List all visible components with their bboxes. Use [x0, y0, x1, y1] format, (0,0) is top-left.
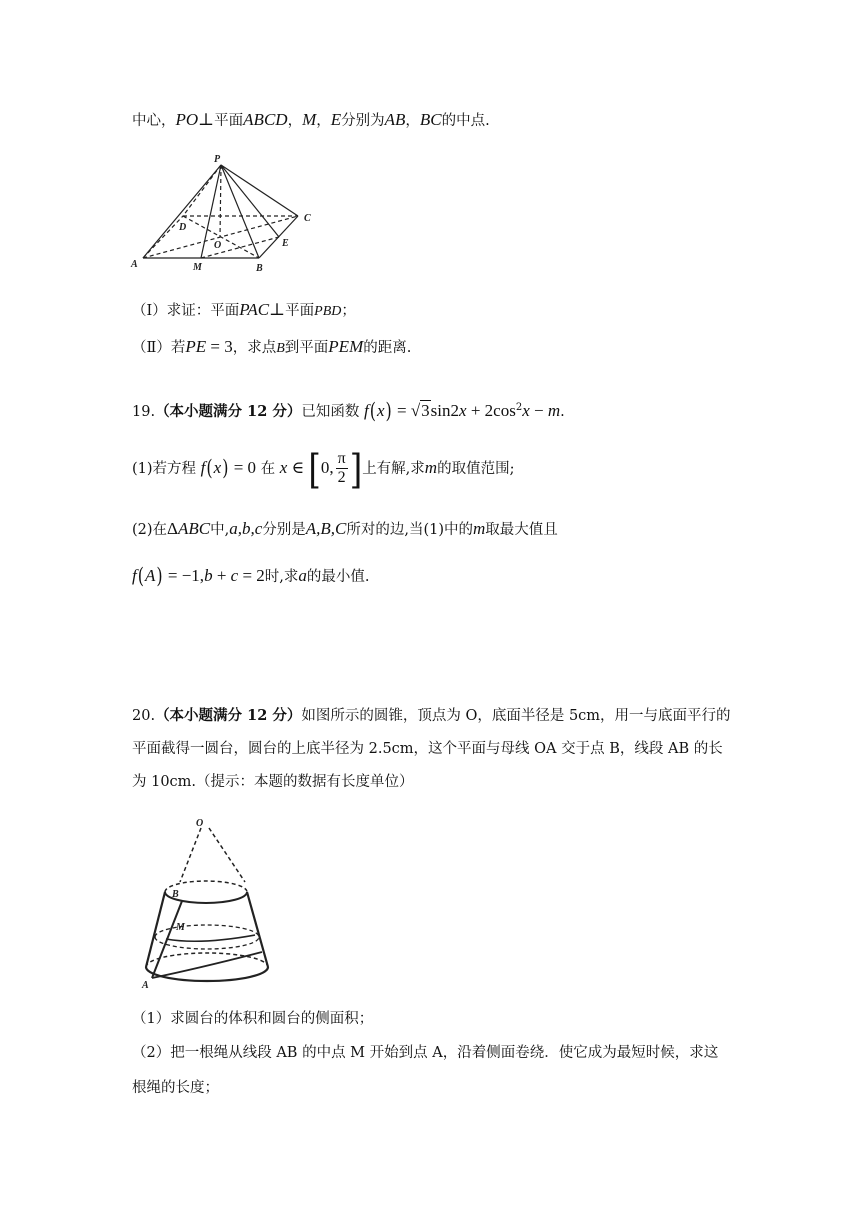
frustum-figure — [135, 812, 280, 992]
p19-header: 19.（本小题满分 12 分）已知函数 $f(x) = √3\sin 2x + 2\cos^2x - m$. — [132, 397, 565, 424]
label-b: B — [172, 889, 179, 900]
label-m: M — [193, 262, 202, 273]
p18-q2: （Ⅱ）若PE = 3，求点B到平面PEM的距离. — [132, 337, 412, 356]
p20-line3: 为 10cm.（提示：本题的数据有长度单位） — [132, 774, 414, 790]
p20-q1: （1）求圆台的体积和圆台的侧面积； — [132, 1011, 374, 1027]
label-m: M — [176, 922, 185, 933]
p18-q1: （Ⅰ）求证：平面PAC⊥平面PBD； — [132, 300, 356, 319]
label-d: D — [179, 222, 187, 233]
p20-q2-line2: 根绳的长度； — [132, 1080, 219, 1096]
label-a: A — [131, 259, 138, 270]
pyramid-figure — [125, 150, 325, 275]
p20-line2: 平面截得一圆台，圆台的上底半径为 2.5cm，这个平面与母线 OA 交于点 B，线段 AB 的长 — [132, 741, 723, 757]
label-o: O — [214, 240, 222, 251]
label-p: P — [214, 154, 221, 165]
p18-intro-line: 中心，PO⊥平面ABCD，M，E分别为AB，BC的中点. — [132, 110, 490, 129]
p20-q2-line1: （2）把一根绳从线段 AB 的中点 M 开始到点 A，沿着侧面卷绕．使它成为最短时候，求这 — [132, 1045, 719, 1061]
p20-line1: 20.（本小题满分 12 分）如图所示的圆锥，顶点为 O，底面半径是 5cm，用一与底面平行的 — [132, 707, 731, 724]
label-a: A — [142, 980, 149, 991]
label-o: O — [196, 818, 204, 829]
p19-q1: (1)若方程 f(x) = 0 在 x ∈ [0, $\frac{\pi}{2}$ ]上有解,求m的取值范围; — [132, 445, 515, 493]
label-e: E — [282, 238, 289, 249]
label-b: B — [256, 263, 263, 274]
p19-q2-line1: (2)在ΔABC中,a,b,c分别是A,B,C所对的边,当(1)中的m取最大值且 — [132, 519, 558, 538]
label-c: C — [304, 213, 311, 224]
p19-q2-line2: f(A) = −1,b + c = 2时,求a的最小值. — [132, 562, 370, 589]
pi-over-2-fraction: $\frac{\pi}{2}$ — [337, 450, 346, 487]
